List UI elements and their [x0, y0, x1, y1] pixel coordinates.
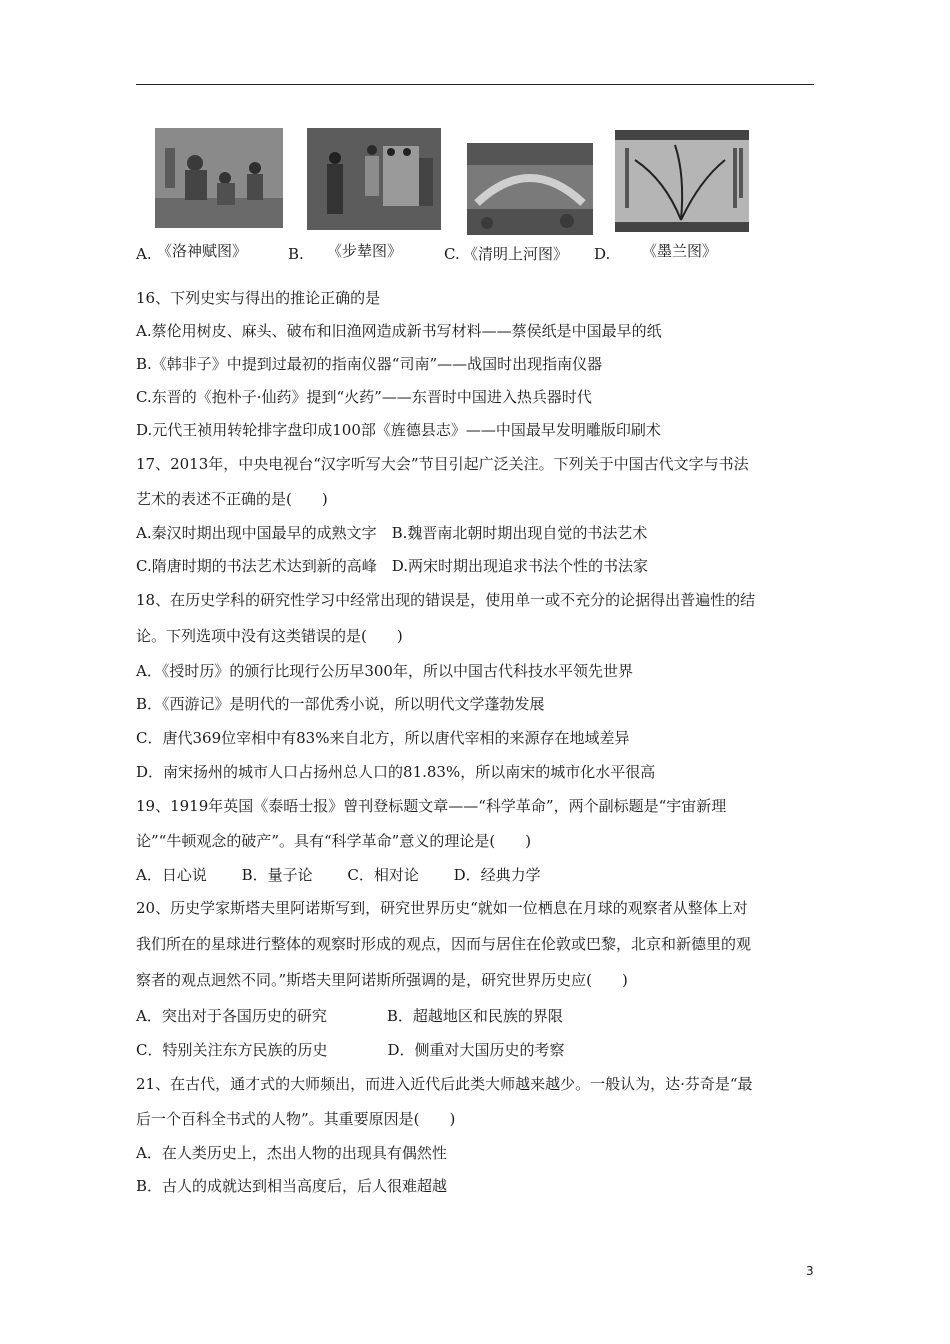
page-number: 3 [806, 1264, 814, 1278]
qingming-painting-image [467, 143, 593, 235]
question-16-stem: 16、下列史实与得出的推论正确的是 [136, 289, 381, 307]
question-17-options-cd: C.隋唐时期的书法艺术达到新的高峰 D.两宋时期出现追求书法个性的书法家 [136, 557, 648, 575]
question-18-stem-line-1: 18、在历史学科的研究性学习中经常出现的错误是，使用单一或不充分的论据得出普遍性的结 [136, 591, 756, 609]
question-21-option-b: B．古人的成就达到相当高度后，后人很难超越 [136, 1177, 448, 1195]
option-c-caption: 《清明上河图》 [463, 245, 569, 263]
option-d-letter: D. [594, 245, 611, 263]
question-18-option-d: D．南宋扬州的城市人口占扬州总人口的81.83%，所以南宋的城市化水平很高 [136, 763, 656, 781]
bunian-painting-image [307, 128, 441, 230]
option-b-caption: 《步辇图》 [327, 242, 403, 260]
question-16-option-d: D.元代王祯用转轮排字盘印成100部《旌德县志》——中国最早发明雕版印刷术 [136, 421, 661, 439]
option-a-caption: 《洛神赋图》 [157, 242, 248, 260]
question-19-stem-line-2: 论”“牛顿观念的破产”。具有“科学革命”意义的理论是( ) [136, 832, 532, 850]
question-21-stem-line-1: 21、在古代，通才式的大师频出，而进入近代后此类大师越来越少。一般认为，达·芬奇是“最 [136, 1075, 753, 1093]
question-17-stem-line-2: 艺术的表述不正确的是( ) [136, 490, 328, 508]
header-rule [136, 84, 814, 85]
option-d-caption: 《墨兰图》 [642, 242, 718, 260]
question-18-stem-line-2: 论。下列选项中没有这类错误的是( ) [136, 627, 403, 645]
question-20-options-cd: C．特别关注东方民族的历史 D．侧重对大国历史的考察 [136, 1041, 565, 1059]
option-b-letter: B. [288, 245, 304, 263]
question-16-option-c: C.东晋的《抱朴子·仙药》提到“火药”——东晋时中国进入热兵器时代 [136, 388, 592, 406]
question-21-stem-line-2: 后一个百科全书式的人物”。其重要原因是( ) [136, 1110, 456, 1128]
question-18-option-a: A．《授时历》的颁行比现行公历早300年，所以中国古代科技水平领先世界 [136, 662, 633, 680]
molan-painting-image [615, 130, 749, 232]
question-18-option-c: C．唐代369位宰相中有83%来自北方，所以唐代宰相的来源存在地域差异 [136, 729, 630, 747]
question-16-option-b: B.《韩非子》中提到过最初的指南仪器“司南”——战国时出现指南仪器 [136, 355, 603, 373]
question-19-options: A．日心说 B．量子论 C．相对论 D．经典力学 [136, 866, 541, 884]
question-20-stem-line-3: 察者的观点迥然不同。”斯塔夫里阿诺斯所强调的是，研究世界历史应( ) [136, 971, 628, 989]
question-20-stem-line-1: 20、历史学家斯塔夫里阿诺斯写到，研究世界历史“就如一位栖息在月球的观察者从整体上对 [136, 899, 748, 917]
question-17-stem-line-1: 17、2013年，中央电视台“汉字听写大会”节目引起广泛关注。下列关于中国古代文字与书法 [136, 455, 749, 473]
question-17-options-ab: A.秦汉时期出现中国最早的成熟文字 B.魏晋南北朝时期出现自觉的书法艺术 [136, 524, 648, 542]
question-16-option-a: A.蔡伦用树皮、麻头、破布和旧渔网造成新书写材料——蔡侯纸是中国最早的纸 [136, 322, 662, 340]
question-20-options-ab: A．突出对于各国历史的研究 B．超越地区和民族的界限 [136, 1007, 563, 1025]
luoshen-painting-image [155, 128, 283, 228]
option-a-letter: A. [136, 245, 152, 263]
question-21-option-a: A．在人类历史上，杰出人物的出现具有偶然性 [136, 1144, 447, 1162]
question-18-option-b: B．《西游记》是明代的一部优秀小说，所以明代文学蓬勃发展 [136, 695, 545, 713]
question-19-stem-line-1: 19、1919年英国《泰晤士报》曾刊登标题文章——“科学革命”，两个副标题是“宇宙新理 [136, 797, 727, 815]
question-20-stem-line-2: 我们所在的星球进行整体的观察时形成的观点，因而与居住在伦敦或巴黎，北京和新德里的观 [136, 935, 752, 953]
option-c-letter: C. [444, 245, 460, 263]
